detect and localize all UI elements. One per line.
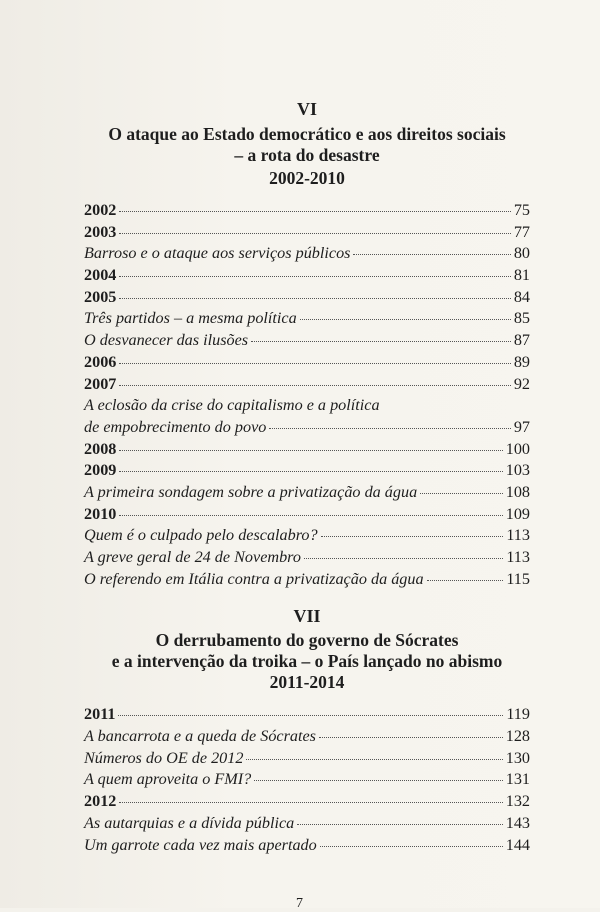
toc-entry-label: O referendo em Itália contra a privatização da água — [84, 569, 424, 588]
toc-entry-label: A primeira sondagem sobre a privatização da água — [84, 482, 418, 501]
toc-entry-label: 2010 — [84, 504, 117, 523]
toc-entry-page: 143 — [505, 813, 530, 832]
dot-leader — [321, 536, 504, 537]
toc-entry[interactable] — [84, 331, 530, 353]
toc-entry-page: 119 — [506, 705, 530, 724]
section-entries — [84, 705, 530, 857]
toc-entry-label: 2002 — [84, 201, 117, 219]
dot-leader — [353, 254, 510, 255]
toc-entry[interactable] — [84, 266, 530, 288]
toc-entry-page: 113 — [506, 548, 530, 566]
toc-entry-page: 87 — [513, 331, 530, 350]
section-entries — [84, 201, 530, 591]
toc-entry-label: Números do OE de 2012 — [84, 748, 244, 767]
toc-entry-page: 84 — [513, 287, 530, 306]
table-of-contents — [84, 98, 530, 857]
dot-leader — [251, 341, 511, 342]
toc-entry-page: 81 — [513, 266, 530, 285]
toc-entry-page: 109 — [505, 504, 530, 523]
dot-leader — [119, 471, 502, 472]
toc-entry-label: A greve geral de 24 de Novembro — [84, 548, 301, 566]
toc-entry-label: O desvanecer das ilusões — [84, 331, 249, 350]
toc-entry-label: 2006 — [84, 352, 117, 371]
toc-entry-label: 2005 — [84, 287, 117, 306]
dot-leader — [118, 715, 503, 716]
dot-leader — [119, 276, 510, 277]
toc-entry-page: 97 — [513, 417, 530, 436]
toc-entry-label: 2003 — [84, 222, 117, 241]
toc-entry-page: 85 — [513, 309, 530, 328]
section-title-line: O derrubamento do governo de Sócrates — [155, 630, 459, 651]
dot-leader — [297, 824, 502, 825]
toc-entry-label: Barroso e o ataque aos serviços públicos — [84, 244, 351, 263]
toc-entry[interactable] — [84, 814, 530, 836]
section-heading-vi — [84, 98, 530, 189]
toc-entry[interactable] — [84, 770, 530, 792]
toc-entry-page: 113 — [506, 526, 530, 545]
toc-entry-page: 92 — [513, 374, 530, 393]
toc-entry-page: 128 — [505, 727, 530, 746]
toc-entry-page: 130 — [505, 748, 530, 767]
dot-leader — [119, 802, 502, 803]
dot-leader — [246, 759, 502, 760]
toc-entry-label: 2004 — [84, 266, 117, 285]
toc-entry[interactable] — [84, 244, 530, 266]
dot-leader — [300, 319, 511, 320]
toc-entry[interactable] — [84, 836, 530, 858]
toc-entry[interactable] — [84, 727, 530, 749]
toc-entry-page: 115 — [506, 569, 530, 588]
toc-entry[interactable] — [84, 201, 530, 223]
dot-leader — [420, 493, 503, 494]
toc-entry[interactable] — [84, 461, 530, 483]
dot-leader — [119, 233, 510, 234]
dot-leader — [119, 385, 510, 386]
toc-entry[interactable] — [84, 792, 530, 814]
toc-entry-label: A eclosão da crise do capitalismo e a política — [84, 396, 380, 415]
toc-entry-page: 89 — [513, 352, 530, 371]
toc-entry-label: As autarquias e a dívida pública — [84, 813, 295, 832]
section-year-range: 2011-2014 — [269, 672, 345, 693]
section-heading-vii — [84, 605, 530, 693]
toc-entry-label: 2011 — [84, 705, 116, 724]
dot-leader — [304, 558, 503, 559]
toc-entry-page: 108 — [505, 482, 530, 501]
toc-entry-page: 132 — [505, 792, 530, 811]
section-numeral: VII — [293, 606, 321, 627]
dot-leader — [119, 450, 502, 451]
dot-leader — [119, 298, 510, 299]
toc-entry[interactable] — [84, 353, 530, 375]
toc-entry[interactable] — [84, 223, 530, 245]
toc-entry-page: 131 — [505, 770, 530, 789]
toc-entry-label: Três partidos – a mesma política — [84, 309, 297, 328]
toc-entry-label: A bancarrota e a queda de Sócrates — [84, 727, 316, 746]
toc-entry[interactable] — [84, 483, 530, 505]
dot-leader — [254, 780, 502, 781]
dot-leader — [319, 737, 503, 738]
toc-entry[interactable] — [84, 705, 530, 727]
toc-entry-label: 2009 — [84, 461, 117, 480]
toc-entry[interactable] — [84, 526, 530, 548]
dot-leader — [119, 363, 510, 364]
dot-leader — [320, 846, 503, 847]
toc-entry[interactable] — [84, 440, 530, 462]
dot-leader — [269, 428, 510, 429]
toc-entry[interactable] — [84, 548, 530, 570]
dot-leader — [119, 515, 502, 516]
toc-entry-page: 80 — [513, 244, 530, 263]
toc-entry[interactable] — [84, 505, 530, 527]
section-title-line: e a intervenção da troika – o País lançado no abismo — [111, 651, 503, 672]
toc-entry-page: 75 — [513, 201, 530, 219]
toc-entry[interactable] — [84, 375, 530, 397]
toc-entry[interactable] — [84, 749, 530, 771]
toc-entry-label: Um garrote cada vez mais apertado — [84, 835, 317, 854]
toc-entry-page: 77 — [513, 222, 530, 241]
toc-entry-label: A quem aproveita o FMI? — [84, 770, 252, 789]
toc-entry-page: 100 — [505, 439, 530, 458]
page-number: 7 — [296, 896, 303, 911]
dot-leader — [427, 580, 504, 581]
dot-leader — [119, 211, 510, 212]
section-year-range: 2002-2010 — [269, 168, 345, 188]
toc-entry[interactable] — [84, 288, 530, 310]
toc-entry-label: 2008 — [84, 439, 117, 458]
toc-entry-label: de empobrecimento do povo — [84, 417, 267, 436]
toc-entry[interactable] — [84, 309, 530, 331]
toc-entry-label: 2007 — [84, 374, 117, 393]
toc-entry-label: 2012 — [84, 792, 117, 811]
section-title-line: O ataque ao Estado democrático e aos direitos sociais — [108, 124, 506, 144]
toc-entry-page: 144 — [505, 835, 530, 854]
section-numeral: VI — [296, 99, 317, 119]
section-title-line: – a rota do desastre — [234, 145, 380, 165]
toc-entry-label: Quem é o culpado pelo descalabro? — [84, 526, 318, 545]
toc-entry-page: 103 — [505, 461, 530, 480]
toc-entry[interactable] — [84, 396, 530, 418]
toc-entry[interactable] — [84, 570, 530, 592]
toc-entry[interactable] — [84, 418, 530, 440]
